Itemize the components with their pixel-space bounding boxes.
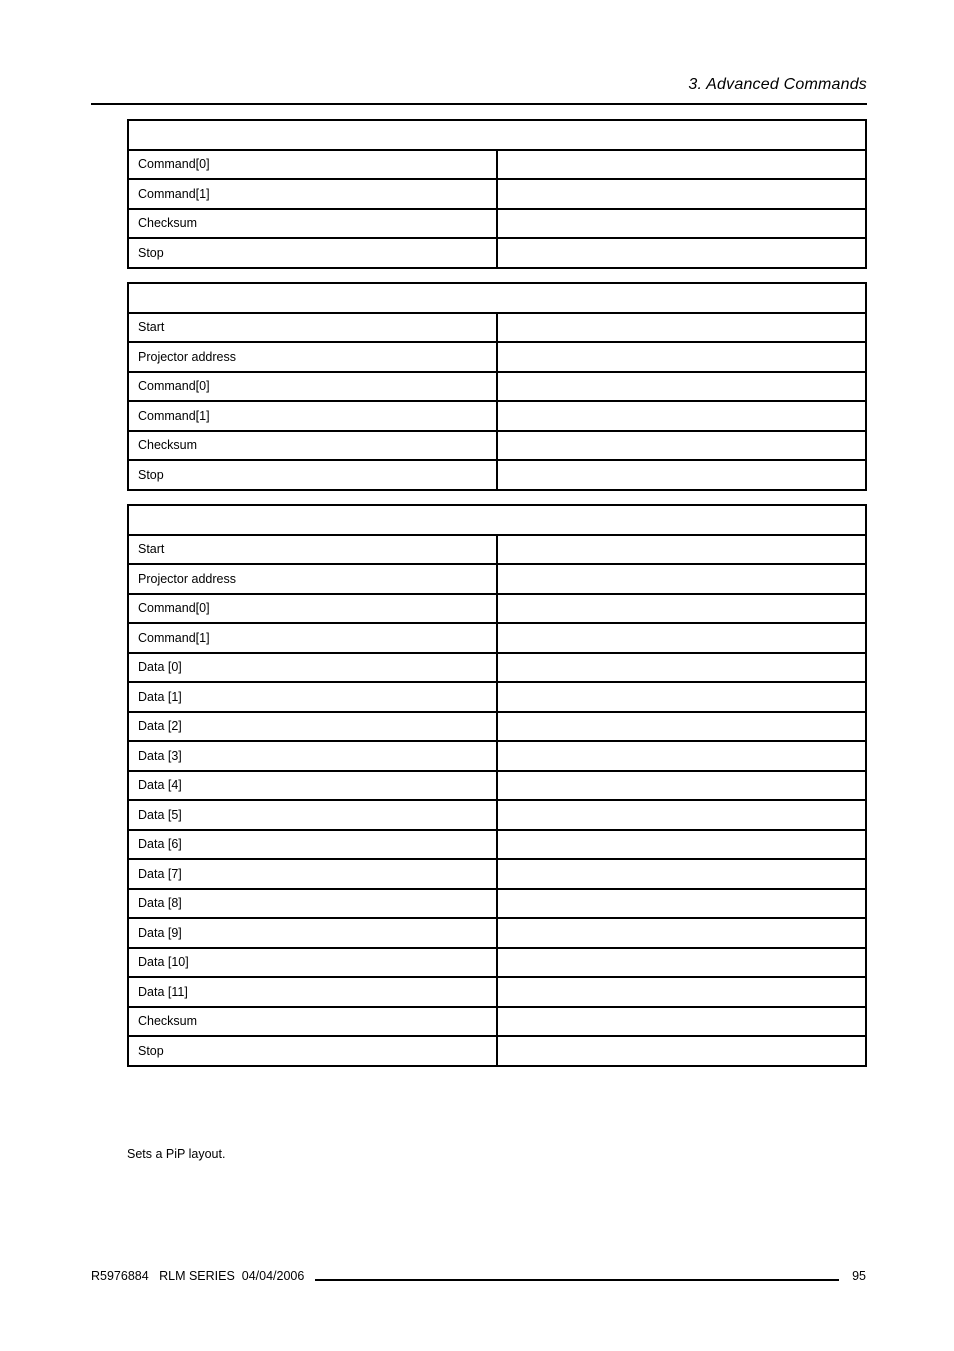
table-row (128, 918, 866, 948)
table-row (128, 401, 866, 431)
row-value (497, 889, 866, 919)
table-row (128, 209, 866, 239)
row-label: Command[1] (128, 179, 497, 209)
row-value (497, 209, 866, 239)
description-text: Sets a PiP layout. (127, 1147, 226, 1161)
row-label: Stop (128, 1036, 497, 1066)
table-row (128, 564, 866, 594)
row-value (497, 859, 866, 889)
row-label: Data [4] (128, 771, 497, 801)
table-title (128, 120, 866, 150)
page-number: 95 (852, 1269, 866, 1283)
table-row (128, 682, 866, 712)
table-row (128, 653, 866, 683)
row-label: Data [5] (128, 800, 497, 830)
table-title (128, 283, 866, 313)
row-label: Data [10] (128, 948, 497, 978)
row-value (497, 401, 866, 431)
row-value (497, 948, 866, 978)
command-table-3 (127, 504, 867, 1067)
row-label: Start (128, 535, 497, 565)
table-row (128, 594, 866, 624)
table-title-row (128, 120, 866, 150)
row-value (497, 313, 866, 343)
table-row (128, 460, 866, 490)
row-label: Data [8] (128, 889, 497, 919)
row-label: Start (128, 313, 497, 343)
row-value (497, 712, 866, 742)
row-label: Command[0] (128, 150, 497, 180)
row-value (497, 564, 866, 594)
table-row (128, 712, 866, 742)
row-label: Data [3] (128, 741, 497, 771)
row-value (497, 179, 866, 209)
table-row (128, 372, 866, 402)
row-label: Data [0] (128, 653, 497, 683)
header-rule (91, 103, 867, 105)
row-label: Stop (128, 460, 497, 490)
table-row (128, 830, 866, 860)
table-row (128, 1007, 866, 1037)
row-label: Projector address (128, 342, 497, 372)
table-row (128, 623, 866, 653)
row-value (497, 594, 866, 624)
table-title-row (128, 505, 866, 535)
table-row (128, 859, 866, 889)
table-title-row (128, 283, 866, 313)
row-value (497, 431, 866, 461)
row-value (497, 741, 866, 771)
command-table-2 (127, 282, 867, 491)
footer-rule (315, 1279, 839, 1281)
row-label: Data [6] (128, 830, 497, 860)
row-label: Command[0] (128, 594, 497, 624)
row-label: Data [1] (128, 682, 497, 712)
row-value (497, 918, 866, 948)
row-label: Data [7] (128, 859, 497, 889)
table-row (128, 977, 866, 1007)
table-row (128, 342, 866, 372)
row-label: Projector address (128, 564, 497, 594)
row-value (497, 682, 866, 712)
table-row (128, 431, 866, 461)
table-row (128, 948, 866, 978)
row-value (497, 372, 866, 402)
table-row (128, 1036, 866, 1066)
row-value (497, 623, 866, 653)
row-label: Checksum (128, 209, 497, 239)
row-label: Command[1] (128, 401, 497, 431)
table-row (128, 800, 866, 830)
row-label: Data [9] (128, 918, 497, 948)
table-row (128, 535, 866, 565)
table-row (128, 771, 866, 801)
row-label: Checksum (128, 431, 497, 461)
table-row (128, 889, 866, 919)
row-value (497, 977, 866, 1007)
command-table-1 (127, 119, 867, 269)
row-value (497, 771, 866, 801)
table-row (128, 179, 866, 209)
row-label: Checksum (128, 1007, 497, 1037)
table-title (128, 505, 866, 535)
row-value (497, 150, 866, 180)
table-row (128, 741, 866, 771)
row-label: Stop (128, 238, 497, 268)
row-label: Data [11] (128, 977, 497, 1007)
row-value (497, 238, 866, 268)
row-value (497, 1036, 866, 1066)
footer-doc-ref: R5976884 RLM SERIES 04/04/2006 (91, 1269, 305, 1283)
row-value (497, 830, 866, 860)
table-row (128, 238, 866, 268)
row-value (497, 653, 866, 683)
row-label: Command[1] (128, 623, 497, 653)
row-value (497, 1007, 866, 1037)
row-label: Data [2] (128, 712, 497, 742)
row-value (497, 460, 866, 490)
row-value (497, 342, 866, 372)
table-row (128, 150, 866, 180)
chapter-title: 3. Advanced Commands (688, 76, 867, 93)
row-value (497, 800, 866, 830)
row-label: Command[0] (128, 372, 497, 402)
table-row (128, 313, 866, 343)
row-value (497, 535, 866, 565)
